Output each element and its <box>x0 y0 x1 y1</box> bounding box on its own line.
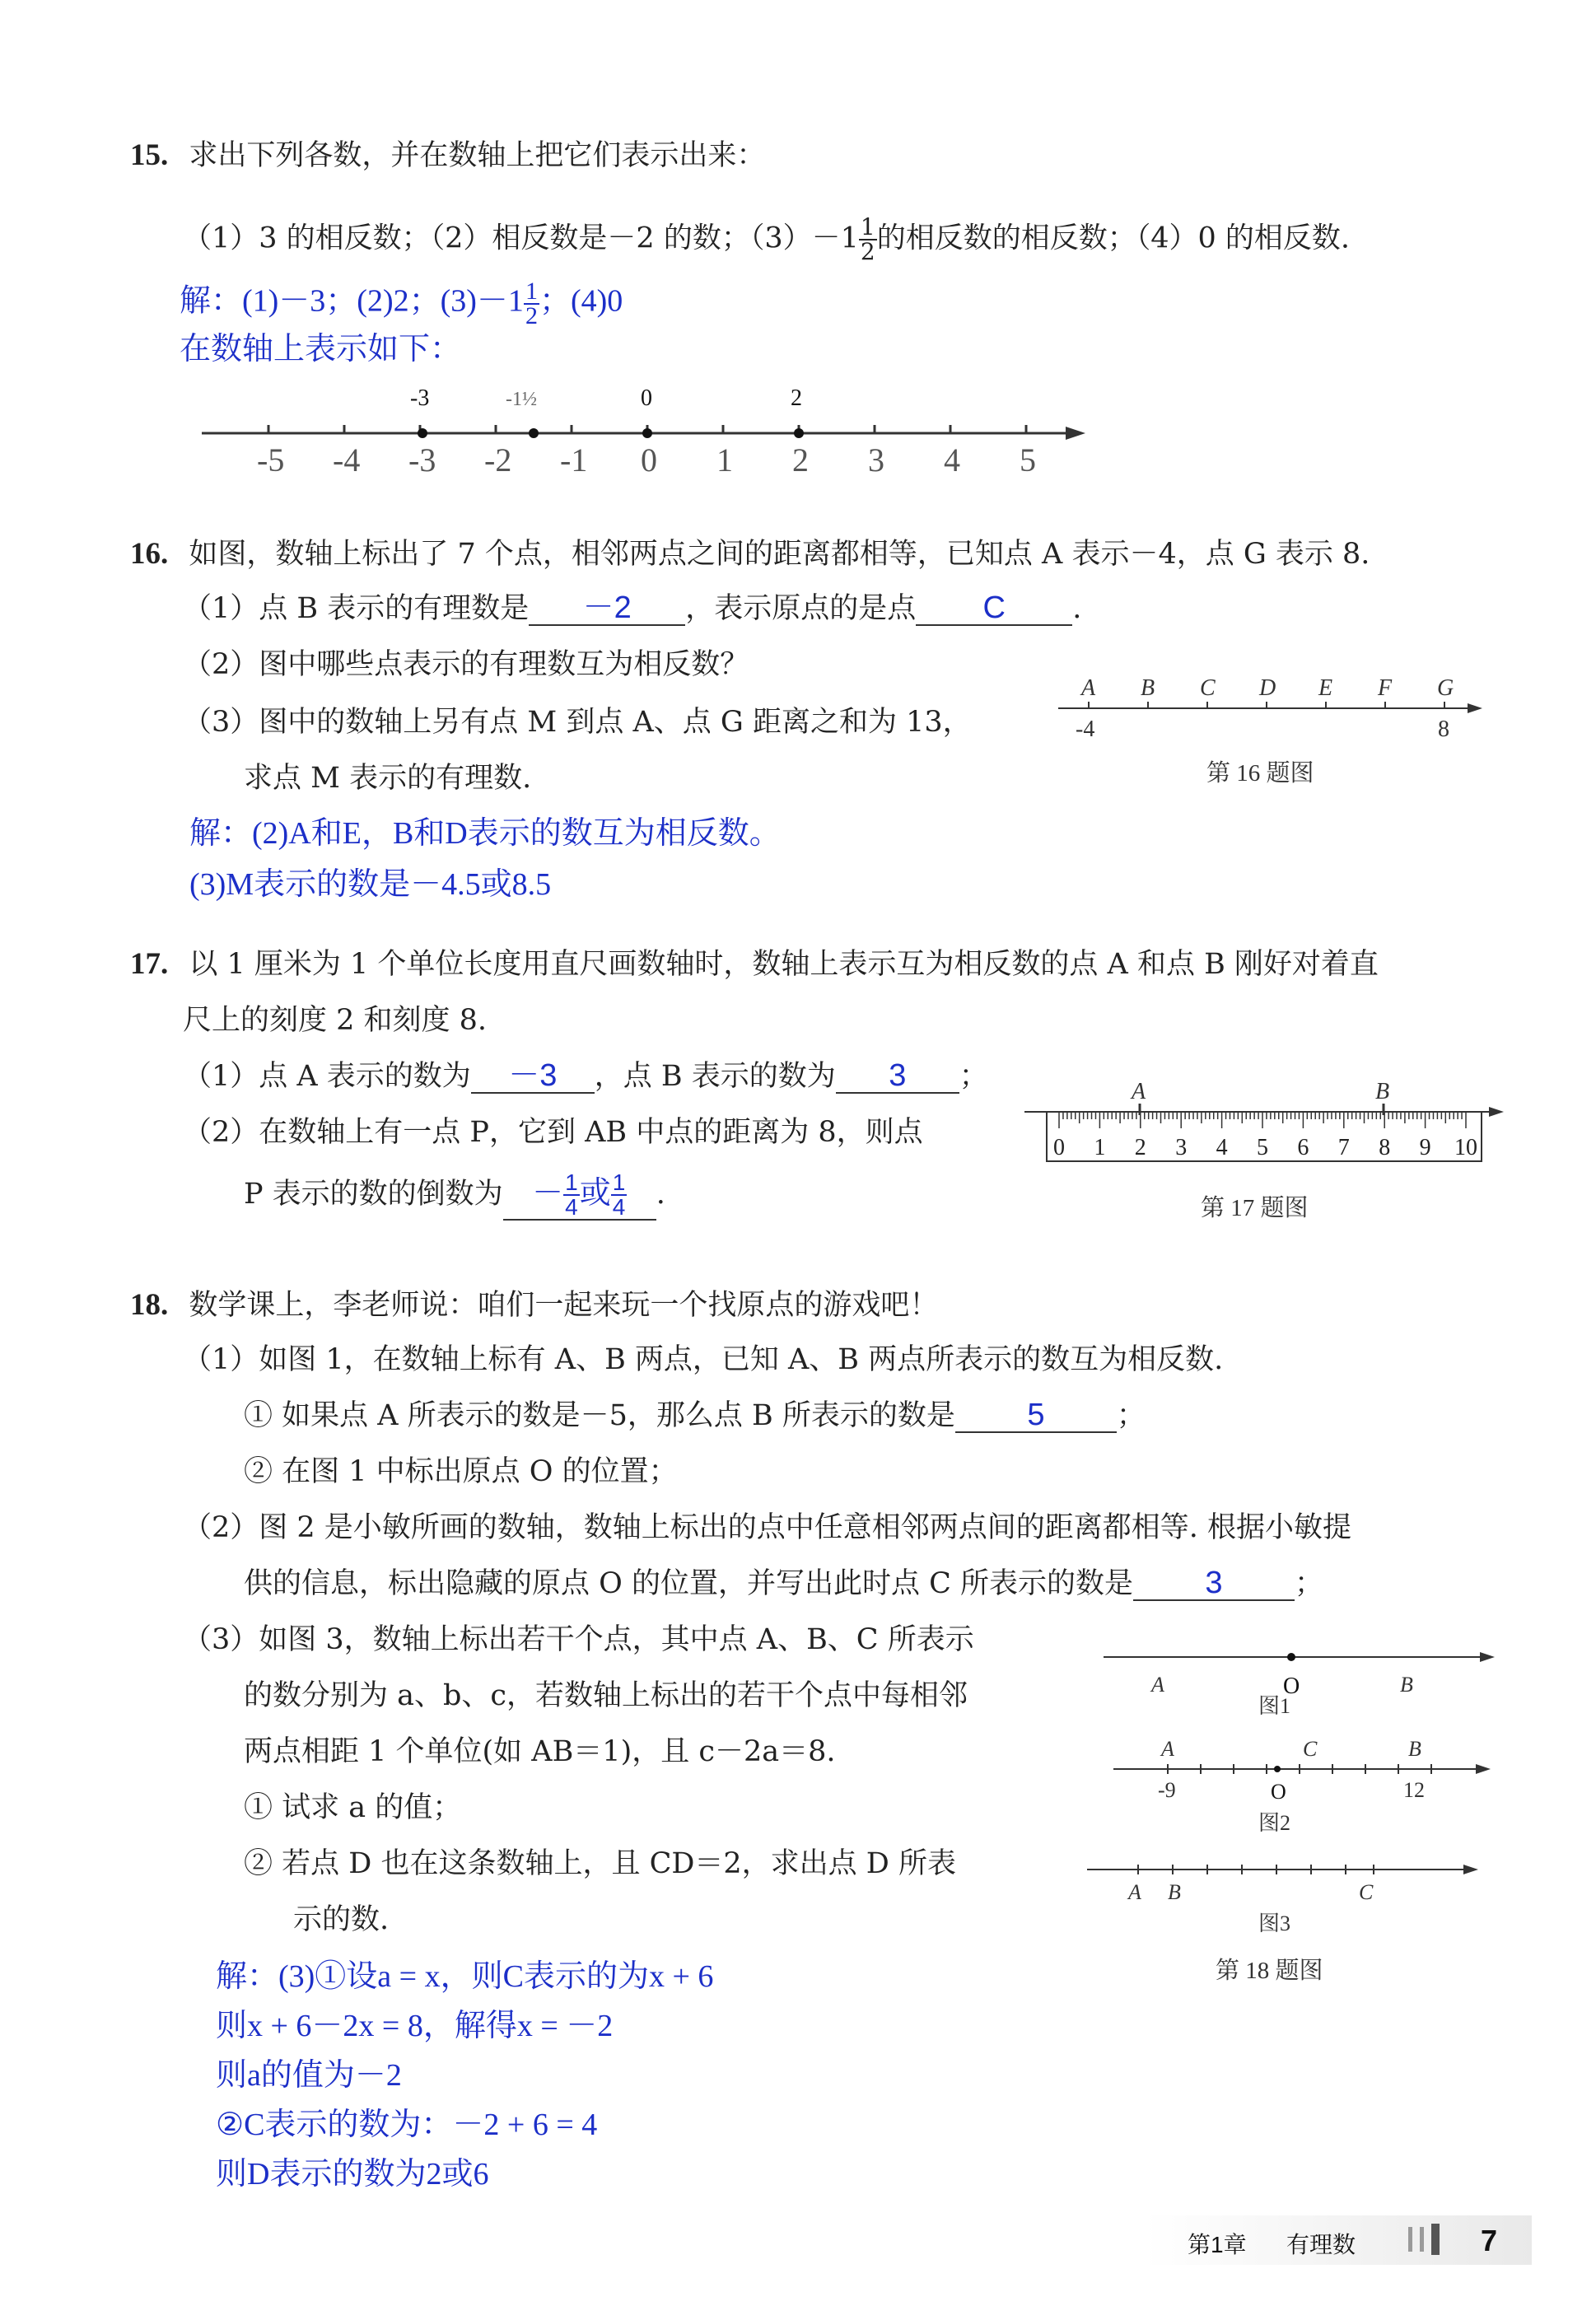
question-text: 数学课上，李老师说：咱们一起来玩一个找原点的游戏吧！ <box>189 1289 939 1322</box>
answer-blank-reciprocal[interactable] <box>503 1171 656 1221</box>
question-number: 15. <box>130 138 169 172</box>
ruler-label-10: 10 <box>1454 1135 1477 1160</box>
frac-den: 4 <box>612 1194 626 1220</box>
q17-prompt-2: 尺上的刻度 2 和刻度 8. <box>183 1004 488 1037</box>
frac-den: 4 <box>565 1194 578 1220</box>
axis-arrow <box>1066 427 1085 440</box>
q15-answer-line2: 在数轴上表示如下： <box>180 332 462 366</box>
fig1-arrow <box>1480 1652 1495 1662</box>
mark-label-neg3: -3 <box>410 385 430 411</box>
point-label-D: D <box>1259 675 1276 701</box>
part-end: ； <box>959 1060 988 1093</box>
ruler-label-9: 9 <box>1419 1135 1431 1160</box>
q18-part3c: 两点相距 1 个单位(如 AB＝1)，且 c－2a＝8. <box>244 1735 836 1768</box>
ruler-label-8: 8 <box>1379 1135 1391 1160</box>
q16-part3b: 求点 M 表示的有理数. <box>244 762 532 795</box>
point-neg3 <box>418 428 427 438</box>
figure-caption: 第 16 题图 <box>1206 760 1314 787</box>
q15-answer <box>180 280 623 328</box>
q18-part3-ii-b: 示的数. <box>293 1903 390 1936</box>
items-text: （1）3 的相反数；（2）相反数是－2 的数；（3）－1 <box>183 222 859 255</box>
tick-label--1: -1 <box>560 441 588 478</box>
ruler-label-1: 1 <box>1094 1135 1106 1160</box>
chapter-label: 第1章 <box>1188 2232 1247 2257</box>
ruler-label-5: 5 <box>1257 1135 1268 1160</box>
tick-label-3: 3 <box>868 441 884 478</box>
fig2-label-c: C <box>1303 1737 1318 1761</box>
q16-figure <box>1046 665 1491 789</box>
q17-part2b <box>244 1171 665 1221</box>
fraction <box>859 213 877 265</box>
label-left: -4 <box>1076 717 1095 742</box>
fig2-label-right: 12 <box>1403 1778 1425 1802</box>
answer-blank-b[interactable]: －2 <box>529 591 685 626</box>
point-label-G: G <box>1437 675 1454 701</box>
figure-caption: 第 17 题图 <box>1201 1195 1309 1221</box>
part-text-2: ，表示原点的是点 <box>685 592 917 625</box>
q18-part3-ii-a: ② 若点 D 也在这条数轴上，且 CD＝2，求出点 D 所表 <box>244 1847 956 1880</box>
part-text: 供的信息，标出隐藏的原点 O 的位置，并写出此时点 C 所表示的数是 <box>244 1567 1133 1600</box>
ruler-label-0: 0 <box>1053 1135 1065 1160</box>
tick-label--5: -5 <box>257 441 285 478</box>
axis-arrow <box>1468 703 1482 713</box>
fig1-label-o: O <box>1283 1673 1300 1699</box>
tick-label--2: -2 <box>484 441 512 478</box>
answer-blank-a[interactable]: －3 <box>471 1059 595 1094</box>
fig2-label-b: B <box>1408 1737 1421 1761</box>
frac-den: 2 <box>525 302 538 329</box>
tick-label--4: -4 <box>333 441 361 478</box>
ruler-label-a: A <box>1132 1079 1146 1104</box>
fig1-label-a: A <box>1151 1673 1164 1697</box>
fig3-label-a: A <box>1128 1880 1141 1904</box>
answer-fraction-2 <box>611 1171 628 1219</box>
fig2-label-a: A <box>1161 1737 1174 1761</box>
fig3-arrow <box>1463 1865 1478 1874</box>
q16-answer-2: (3)M表示的数是－4.5或8.5 <box>189 867 552 902</box>
ruler-label-6: 6 <box>1297 1135 1309 1160</box>
q18-solution-1: 解：(3)①设a = x，则C表示的为x + 6 <box>216 1959 714 1994</box>
q16-part2: （2）图中哪些点表示的有理数互为相反数？ <box>183 648 749 681</box>
fig1-label-b: B <box>1400 1673 1413 1697</box>
q17-ruler-figure <box>1018 1079 1512 1227</box>
question-text: 求出下列各数，并在数轴上把它们表示出来： <box>189 139 766 172</box>
answer-blank-origin[interactable]: C <box>916 591 1072 626</box>
q18-part2a: （2）图 2 是小敏所画的数轴，数轴上标出的点中任意相邻两点间的距离都相等. 根据小敏提 <box>183 1511 1352 1544</box>
q18-solution-2: 则x + 6－2x = 8，解得x = －2 <box>216 2009 614 2043</box>
answer-blank-c[interactable]: 3 <box>1133 1566 1295 1601</box>
q18-part3-i: ① 试求 a 的值； <box>244 1791 462 1824</box>
q18-part1-ii: ② 在图 1 中标出原点 O 的位置； <box>244 1455 678 1488</box>
part-end: . <box>1072 592 1082 625</box>
answer-text: 解：(1)－3；(2)2；(3)－1 <box>180 283 524 319</box>
tick-label-4: 4 <box>944 441 960 478</box>
minus-sign: － <box>532 1176 564 1211</box>
q18-part3b: 的数分别为 a、b、c，若数轴上标出的若干个点中每相邻 <box>244 1679 968 1712</box>
tick-label--3: -3 <box>408 441 436 478</box>
fig1-origin-dot <box>1287 1653 1295 1661</box>
label-right: 8 <box>1438 717 1449 742</box>
part-end: ； <box>1116 1399 1146 1432</box>
fig2-caption: 图2 <box>1258 1811 1291 1835</box>
frac-num: 1 <box>612 1169 626 1195</box>
ruler-label-7: 7 <box>1337 1135 1350 1160</box>
tick-label-2: 2 <box>792 441 809 478</box>
ruler-label-2: 2 <box>1134 1135 1146 1160</box>
frac-num: 1 <box>525 278 538 305</box>
axis-arrow <box>1489 1107 1504 1117</box>
answer-fraction-1 <box>563 1171 580 1219</box>
mark-label-neg1-half: -1½ <box>506 389 537 410</box>
q18-solution-3: 则a的值为－2 <box>216 2058 402 2093</box>
part-text: （1）点 B 表示的有理数是 <box>183 592 530 625</box>
fig1-caption: 图1 <box>1258 1694 1291 1718</box>
part-end: ； <box>1294 1567 1323 1600</box>
ruler-label-3: 3 <box>1175 1135 1188 1160</box>
q16-part1 <box>183 591 1081 626</box>
q17-part2a: （2）在数轴上有一点 P，它到 AB 中点的距离为 8，则点 <box>183 1116 923 1149</box>
q18-part1: （1）如图 1，在数轴上标有 A、B 两点，已知 A、B 两点所表示的数互为相反数. <box>183 1343 1224 1376</box>
point-neg1-half <box>529 428 539 438</box>
point-2 <box>794 428 804 438</box>
q17-part1 <box>183 1059 988 1094</box>
answer-blank-b[interactable]: 5 <box>955 1398 1117 1433</box>
point-0 <box>642 428 652 438</box>
question-text: 以 1 厘米为 1 个单位长度用直尺画数轴时，数轴上表示互为相反数的点 A 和点 B 刚好对着直 <box>189 948 1379 981</box>
tick-label-0: 0 <box>641 441 657 478</box>
q18-part1-i <box>244 1398 1146 1433</box>
ruler-label-4: 4 <box>1216 1135 1228 1160</box>
figure-caption: 第 18 题图 <box>1216 1958 1323 1984</box>
page-footer <box>1145 2215 1532 2265</box>
decor-bars <box>1408 2224 1458 2255</box>
point-label-E: E <box>1318 675 1333 701</box>
fig2-label-left: -9 <box>1158 1778 1176 1802</box>
part-text: （1）点 A 表示的数为 <box>183 1060 471 1093</box>
q18-solution-5: 则D表示的数为2或6 <box>216 2157 489 2192</box>
question-number: 16. <box>130 537 169 571</box>
ruler-label-b: B <box>1375 1079 1390 1104</box>
answer-fraction <box>524 280 539 328</box>
answer-blank-b[interactable]: 3 <box>836 1059 959 1094</box>
answer-text-2: ；(4)0 <box>539 283 623 319</box>
tick-label-5: 5 <box>1020 441 1036 478</box>
fig3-label-c: C <box>1359 1880 1374 1904</box>
question-number: 18. <box>130 1288 169 1322</box>
q15-items <box>183 213 1350 265</box>
q18-part2b <box>244 1566 1323 1601</box>
q17-prompt <box>130 947 1379 982</box>
frac-num: 1 <box>565 1169 578 1195</box>
part-text: P 表示的数的倒数为 <box>244 1178 503 1211</box>
point-label-A: A <box>1081 675 1096 701</box>
mark-label-2: 2 <box>791 385 802 411</box>
mark-label-0: 0 <box>641 385 652 411</box>
fig3-caption: 图3 <box>1258 1912 1291 1935</box>
question-number: 17. <box>130 947 169 981</box>
or-word: 或 <box>579 1174 611 1211</box>
frac-num: 1 <box>860 213 875 240</box>
fig3-label-b: B <box>1168 1880 1181 1904</box>
q16-prompt <box>130 537 1370 572</box>
q18-prompt <box>130 1288 938 1323</box>
items-text-2: 的相反数的相反数；（4）0 的相反数. <box>876 222 1350 255</box>
tick-label-1: 1 <box>716 441 733 478</box>
fig2-arrow <box>1476 1764 1491 1774</box>
page-number: 7 <box>1481 2224 1498 2257</box>
q16-answer-1: 解：(2)A和E，B和D表示的数互为相反数。 <box>189 816 781 851</box>
q15-prompt <box>130 138 765 173</box>
point-label-C: C <box>1200 675 1216 701</box>
chapter-title: 有理数 <box>1286 2232 1356 2257</box>
point-label-B: B <box>1141 675 1155 701</box>
part-text-2: ，点 B 表示的数为 <box>594 1060 836 1093</box>
fig2-origin-dot <box>1274 1766 1281 1772</box>
frac-den: 2 <box>860 238 875 265</box>
q18-part3a: （3）如图 3，数轴上标出若干个点，其中点 A、B、C 所表示 <box>183 1623 974 1656</box>
fig2-label-o: O <box>1271 1780 1286 1804</box>
q16-part3a: （3）图中的数轴上另有点 M 到点 A、点 G 距离之和为 13， <box>183 706 972 739</box>
part-text: ① 如果点 A 所表示的数是－5，那么点 B 所表示的数是 <box>244 1399 955 1432</box>
point-label-F: F <box>1378 675 1393 701</box>
question-text: 如图，数轴上标出了 7 个点，相邻两点之间的距离都相等，已知点 A 表示－4，点 G 表示 8. <box>189 538 1370 571</box>
q15-number-line <box>189 372 1112 488</box>
q18-figures <box>1071 1622 1515 2001</box>
part-end: . <box>656 1178 665 1211</box>
q18-solution-4: ②C表示的数为：－2 + 6 = 4 <box>216 2108 598 2142</box>
